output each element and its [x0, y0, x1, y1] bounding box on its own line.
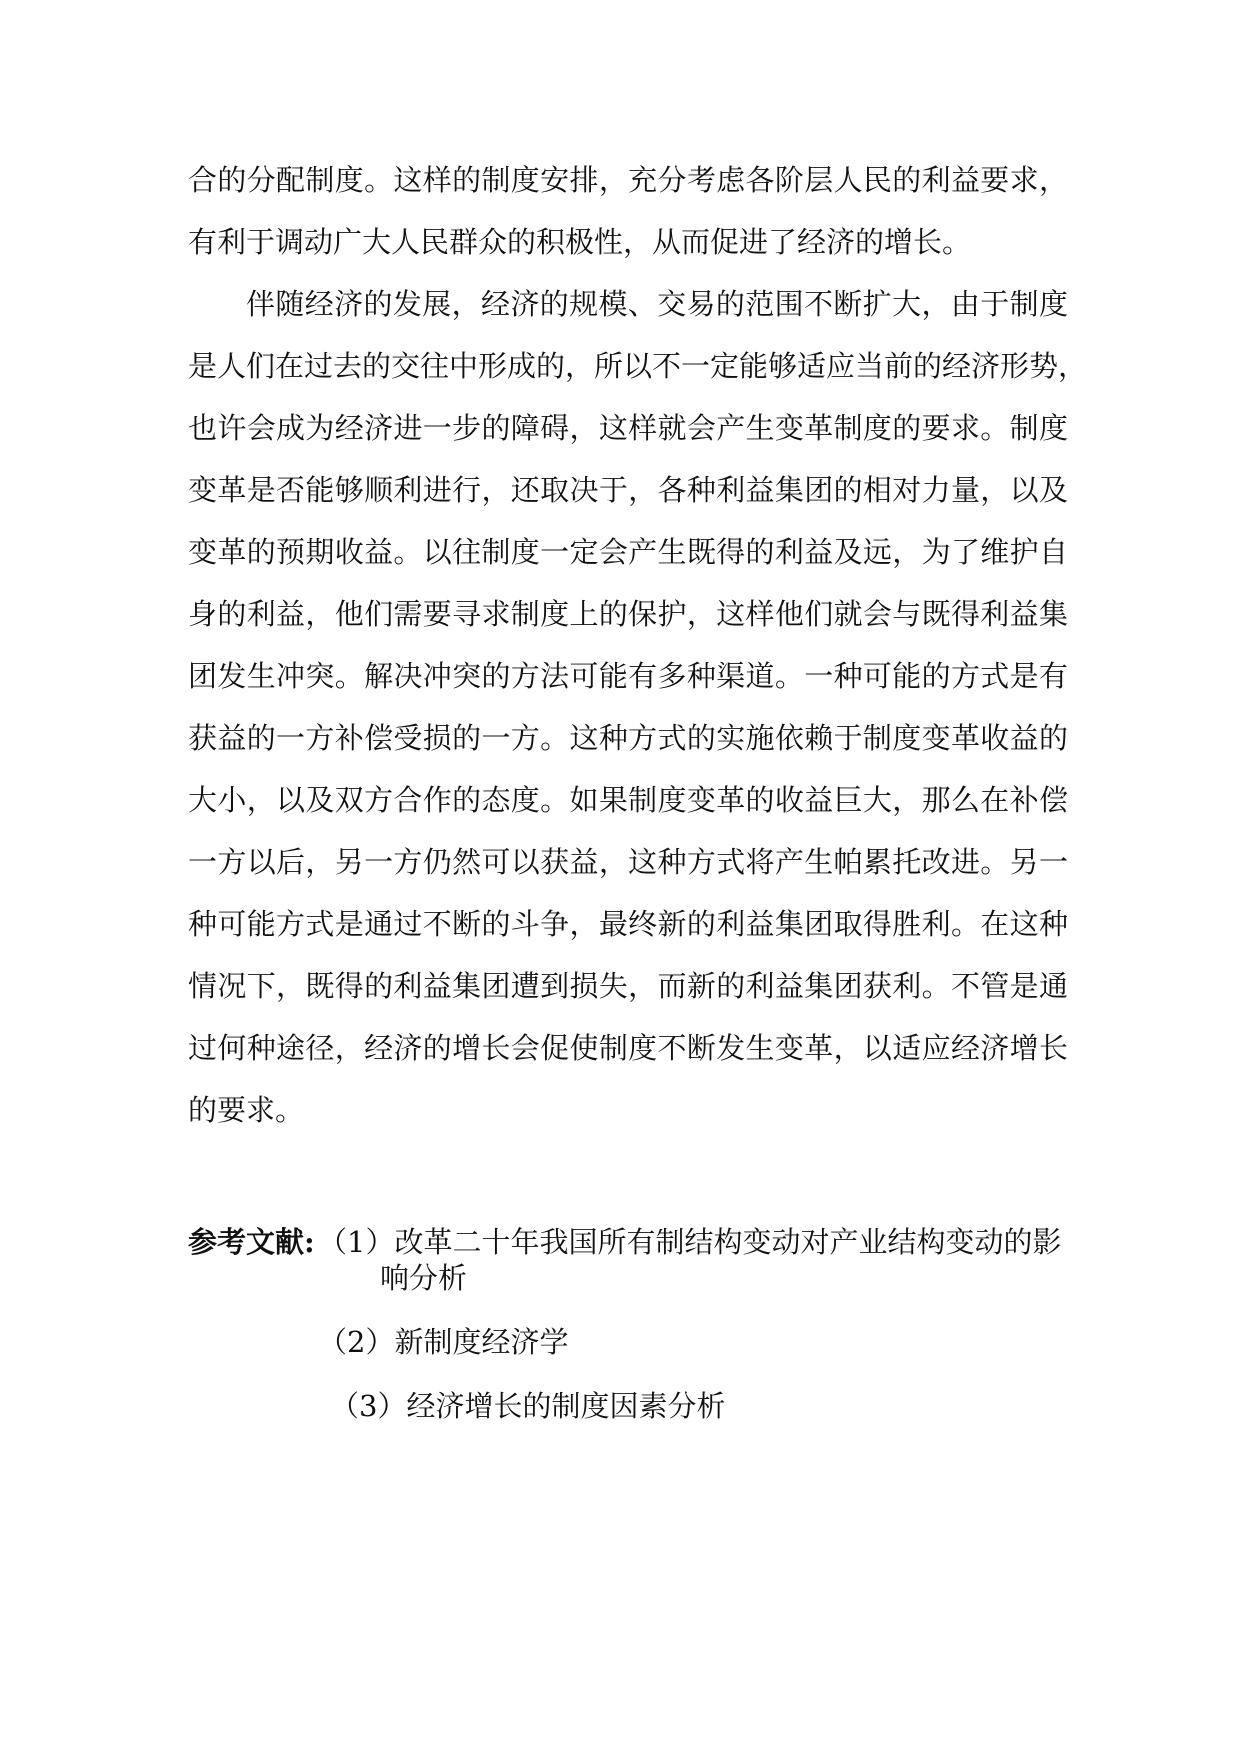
- reference-item-1-continued: 响分析: [380, 1261, 468, 1295]
- references-label: 参考文献:: [188, 1225, 315, 1259]
- paragraph-line: 合的分配制度。这样的制度安排，充分考虑各阶层人民的利益要求，: [188, 163, 1068, 197]
- paragraph-line: 是人们在过去的交往中形成的，所以不一定能够适应当前的经济形势，: [188, 349, 1088, 383]
- reference-item-3: （3）经济增长的制度因素分析: [330, 1389, 726, 1423]
- paragraph-line: 一方以后，另一方仍然可以获益，这种方式将产生帕累托改进。另一: [188, 845, 1068, 879]
- paragraph-line: 获益的一方补偿受损的一方。这种方式的实施依赖于制度变革收益的: [188, 721, 1068, 755]
- reference-item-2: （2）新制度经济学: [318, 1325, 569, 1359]
- paragraph-line: 身的利益，他们需要寻求制度上的保护，这样他们就会与既得利益集: [188, 597, 1068, 631]
- paragraph-line: 的要求。: [188, 1093, 305, 1127]
- paragraph-line: 变革的预期收益。以往制度一定会产生既得的利益及远，为了维护自: [188, 535, 1068, 569]
- paragraph-line: 伴随经济的发展，经济的规模、交易的范围不断扩大，由于制度: [246, 287, 1068, 321]
- paragraph-line: 种可能方式是通过不断的斗争，最终新的利益集团取得胜利。在这种: [188, 907, 1068, 941]
- paragraph-line: 也许会成为经济进一步的障碍，这样就会产生变革制度的要求。制度: [188, 411, 1068, 445]
- paragraph-line: 团发生冲突。解决冲突的方法可能有多种渠道。一种可能的方式是有: [188, 659, 1068, 693]
- paragraph-line: 过何种途径，经济的增长会促使制度不断发生变革，以适应经济增长: [188, 1031, 1068, 1065]
- reference-item-1: （1）改革二十年我国所有制结构变动对产业结构变动的影: [318, 1225, 1062, 1259]
- paragraph-line: 情况下，既得的利益集团遭到损失，而新的利益集团获利。不管是通: [188, 969, 1068, 1003]
- paragraph-line: 有利于调动广大人民群众的积极性，从而促进了经济的增长。: [188, 225, 972, 259]
- paragraph-line: 变革是否能够顺利进行，还取决于，各种利益集团的相对力量，以及: [188, 473, 1068, 507]
- paragraph-line: 大小，以及双方合作的态度。如果制度变革的收益巨大，那么在补偿: [188, 783, 1068, 817]
